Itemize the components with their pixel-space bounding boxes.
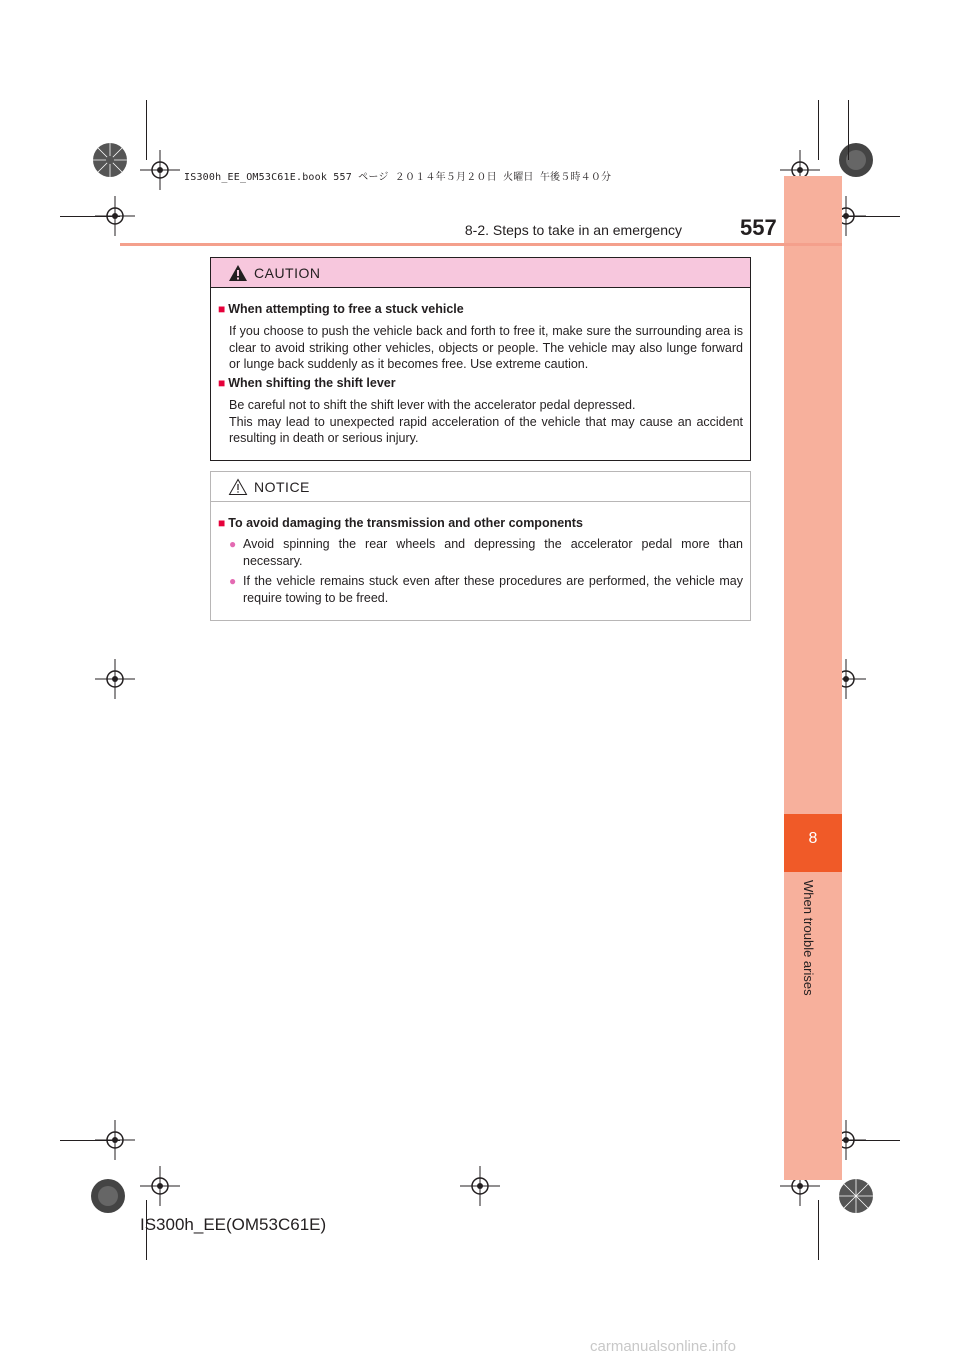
site-watermark: carmanualsonline.info [590,1338,736,1355]
print-header: IS300h_EE_OM53C61E.book 557 ページ ２０１４年５月２０日 火曜日 午後５時４０分 [184,172,612,183]
notice-heading: ■ To avoid damaging the transmission and other components [218,516,583,530]
side-band [784,176,842,1180]
registration-mark-icon [88,1176,128,1216]
page-number: 557 [740,215,777,240]
section-title: 8-2. Steps to take in an emergency [464,222,682,238]
notice-label: NOTICE [254,479,310,495]
square-bullet-icon: ■ [218,516,226,530]
crop-line [60,216,120,217]
crop-line [840,1140,900,1141]
chapter-name: When trouble arises [801,880,816,996]
caution-body-line: Be careful not to shift the shift lever with the accelerator pedal depressed. [229,398,636,412]
crop-line [818,1200,819,1260]
registration-mark-icon [836,140,876,180]
caution-header [211,258,750,288]
registration-mark-icon [90,140,130,180]
crop-line [146,100,147,160]
caution-heading-shift-lever: ■ When shifting the shift lever [218,376,396,390]
notice-box [210,471,751,621]
crosshair-mark-icon [460,1166,500,1206]
chapter-number: 8 [808,830,818,847]
warning-triangle-outline-icon [228,478,248,496]
crop-line [840,216,900,217]
caution-heading-stuck-vehicle: ■ When attempting to free a stuck vehicle [218,302,464,316]
caution-label: CAUTION [254,265,321,281]
crop-line [848,100,849,160]
header-rule [120,243,842,246]
caution-body-stuck-vehicle: If you choose to push the vehicle back and forth to free it, make sure the surrounding area is clear to avoid striking other vehicles, objects or people. The vehicle may also lunge forward or lunge back suddenly as it becomes free. Use extreme caution. [229,324,743,371]
crop-line [60,1140,120,1141]
caution-body-shift-lever [229,397,743,447]
warning-triangle-icon [228,264,248,282]
notice-bullet: ● If the vehicle remains stuck even after these procedures are performed, the vehicle may require towing to be freed. [229,574,743,605]
crop-line [818,100,819,160]
round-bullet-icon: ● [229,537,237,551]
notice-header [211,472,750,502]
round-bullet-icon: ● [229,574,237,588]
crosshair-mark-icon [95,659,135,699]
model-code: IS300h_EE(OM53C61E) [140,1215,327,1234]
registration-mark-icon [836,1176,876,1216]
notice-bullet: ● Avoid spinning the rear wheels and depressing the accelerator pedal more than necessary. [229,537,743,568]
caution-body-line: This may lead to unexpected rapid acceleration of the vehicle that may cause an accident resulting in death or serious injury. [229,414,743,445]
caution-box [210,257,751,461]
square-bullet-icon: ■ [218,302,226,316]
square-bullet-icon: ■ [218,376,226,390]
